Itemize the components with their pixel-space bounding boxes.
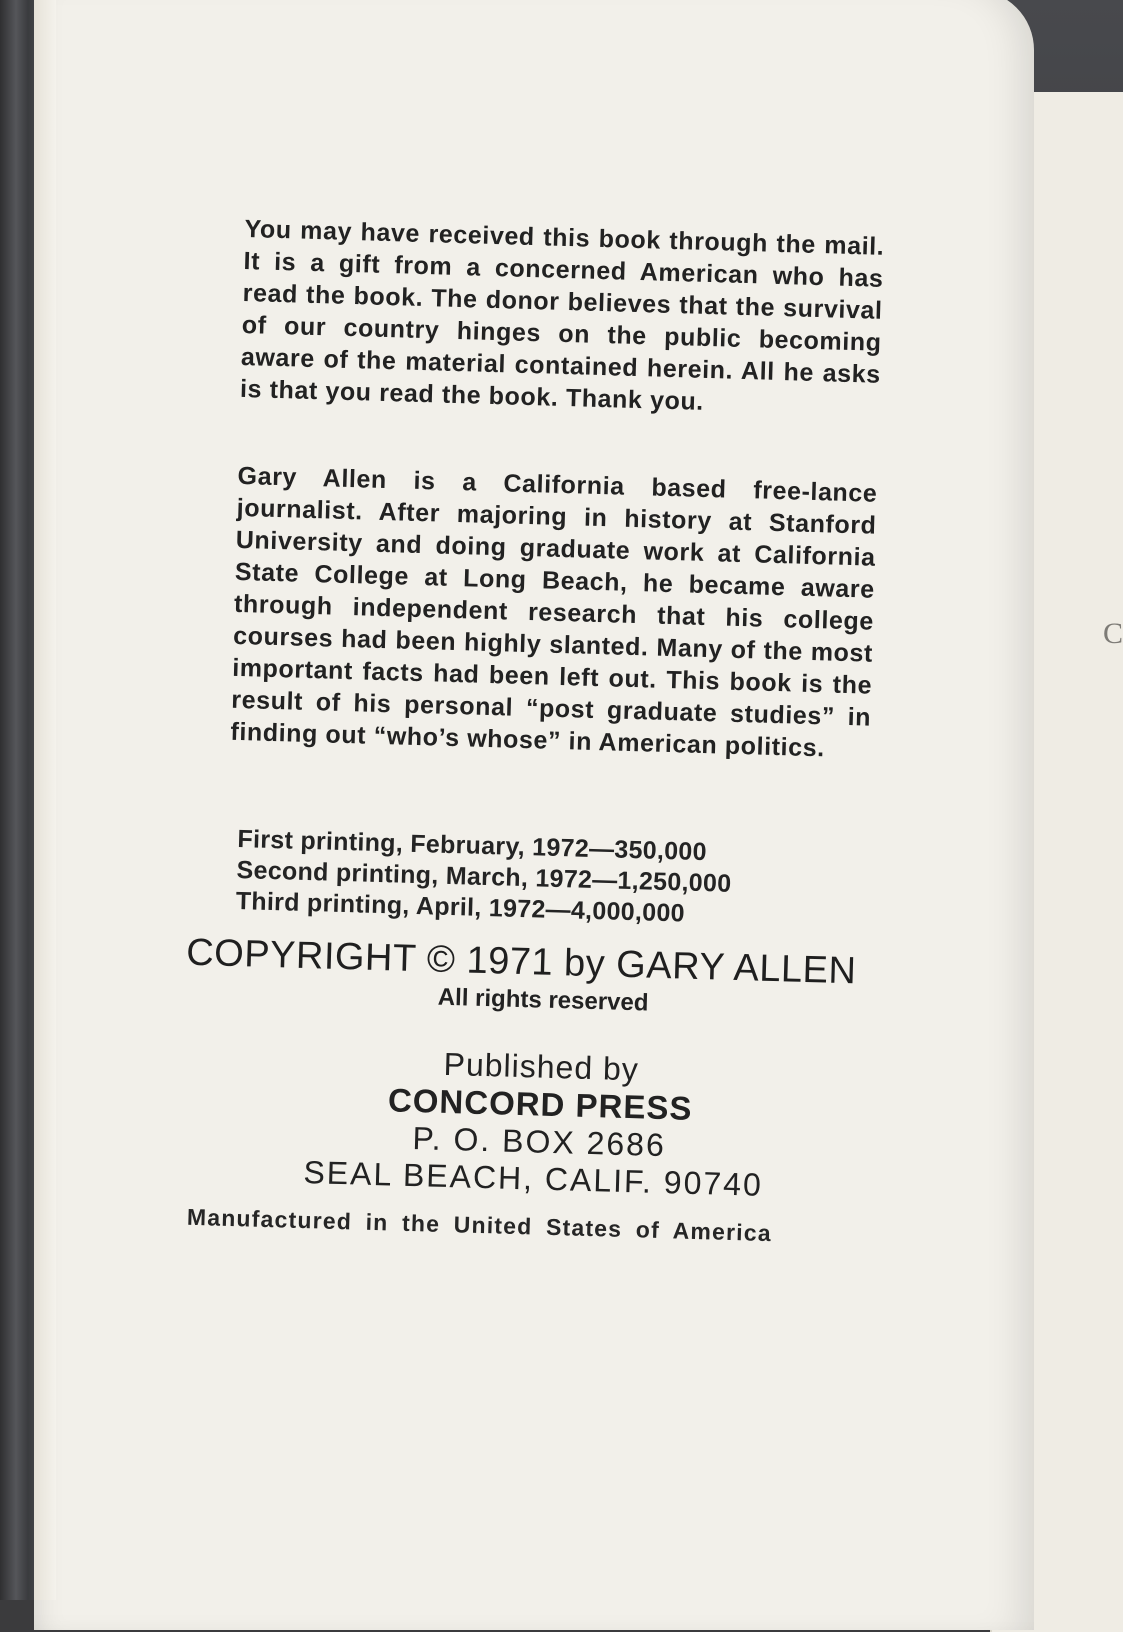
page-gutter	[34, 0, 56, 1600]
facing-page-letter: C	[1103, 617, 1123, 650]
gift-notice-paragraph: You may have received this book through the mail. It is a gift from a concerned American who has read the book. The donor believes that the survival of our country hinges on the public becoming aware of the material contained herein. All he asks is that you read the book. Thank you.	[239, 214, 885, 416]
copyright-notice: COPYRIGHT © 1971 by GARY ALLEN	[185, 931, 857, 993]
page-content	[185, 213, 885, 1249]
printing-line-first: First printing, February, 1972—350,000	[237, 825, 708, 867]
printing-line-third: Third printing, April, 1972—4,000,000	[235, 887, 686, 928]
printing-history	[235, 824, 867, 935]
published-by-label: Published by	[443, 1045, 640, 1088]
publisher-name: CONCORD PRESS	[387, 1081, 693, 1127]
author-bio-paragraph: Gary Allen is a California based free-lance journalist. After majoring in history at Stanford University and doing graduate work at California State College at Long Beach, he became aware through independent research that his college courses had been highly slanted. Many of the most important facts had been left out. This book is the result of his personal “post graduate studies” in finding out “who’s whose” in American politics.	[230, 461, 878, 763]
rights-reserved: All rights reserved	[437, 983, 649, 1017]
printing-line-second: Second printing, March, 1972—1,250,000	[236, 856, 732, 898]
publisher-po-box: P. O. BOX 2686	[412, 1120, 667, 1164]
manufactured-notice: Manufactured in the United States of America	[186, 1203, 773, 1247]
publisher-city: SEAL BEACH, CALIF. 90740	[303, 1154, 764, 1203]
